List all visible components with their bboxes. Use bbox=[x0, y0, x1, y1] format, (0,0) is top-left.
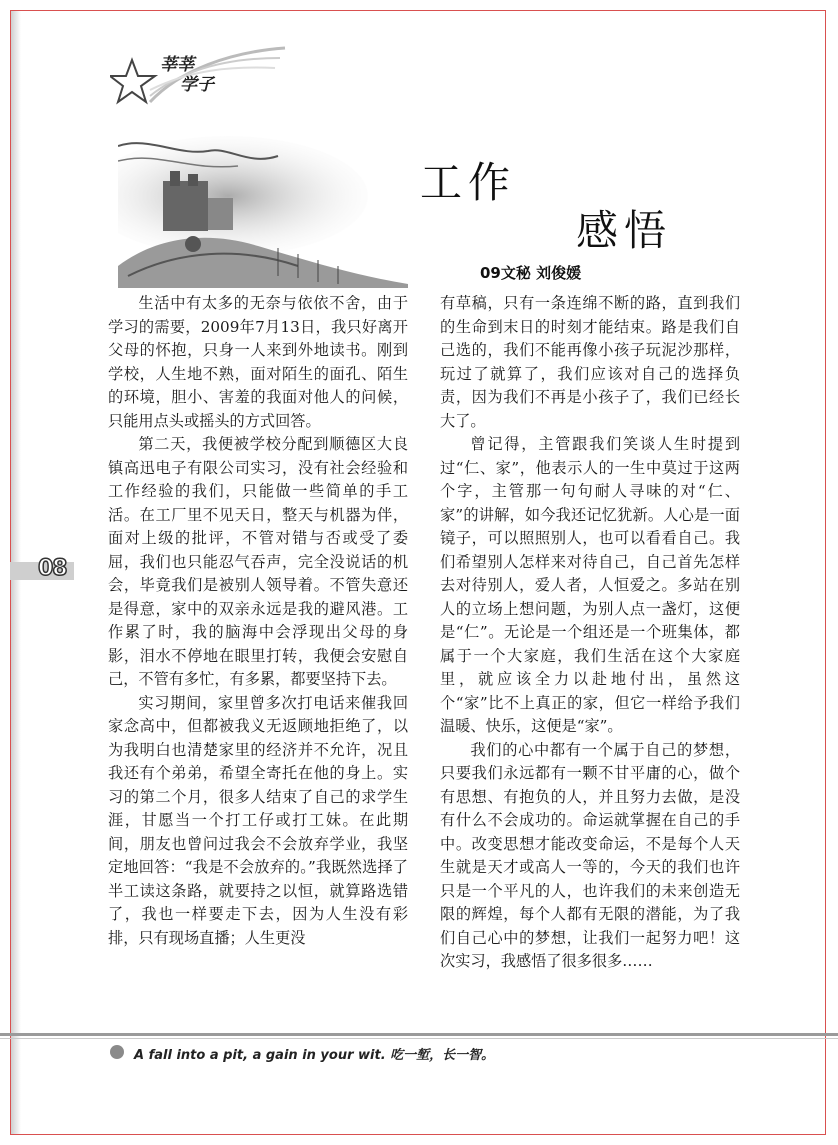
body-column-left bbox=[108, 292, 408, 950]
footer-proverb: A fall into a pit, a gain in your wit. 吃一堑，长一智。 bbox=[134, 1048, 495, 1063]
paragraph: 有草稿，只有一条连绵不断的路，直到我们的生命到末日的时刻才能结束。路是我们自己选的，我们不能再像小孩子玩泥沙那样，玩过了就算了，我们应该对自己的选择负责，因为我们不再是小孩子了，我们已经长大了。 bbox=[440, 294, 740, 430]
footer-rule bbox=[0, 1033, 838, 1036]
footer-rule-thin bbox=[0, 1038, 838, 1039]
author-byline: 09文秘 刘俊媛 bbox=[480, 264, 582, 282]
brand-line2: 学子 bbox=[180, 75, 214, 95]
paragraph: 实习期间，家里曾多次打电话来催我回家念高中，但都被我义无返顾地拒绝了，以为我明白也清楚家里的经济并不允许，况且我还有个弟弟，希望全寄托在他的身上。实习的第二个月，很多人结束了自己的求学生涯，甘愿当一个打工仔或打工妹。在此期间，朋友也曾问过我会不会放弃学业，我坚定地回答：“我是不会放弃的。”我既然选择了半工读这条路，就要持之以恒，就算路选错了，我也一样要走下去，因为人生没有彩排，只有现场直播；人生更没 bbox=[108, 693, 408, 947]
bullet-dot-icon bbox=[110, 1045, 124, 1059]
article-title-line1: 工作 bbox=[420, 158, 517, 207]
landscape-illustration bbox=[118, 126, 408, 288]
page-number: 08 bbox=[38, 556, 67, 581]
column-brand bbox=[160, 55, 214, 95]
paragraph: 第二天，我便被学校分配到顺德区大良镇高迅电子有限公司实习，没有社会经验和工作经验的我们，只能做一些简单的手工活。在工厂里不见天日，整天与机器为伴，面对上级的批评，不管对错与否或受了委屈，我们也只能忍气吞声，完全没说话的机会，毕竟我们是被别人领导着。不管失意还是得意，家中的双亲永远是我的避风港。工作累了时，我的脑海中会浮现出父母的身影，泪水不停地在眼里打转，我便会安慰自己，不管有多忙，有多累，都要坚持下去。 bbox=[108, 435, 408, 688]
brand-line1: 莘莘 bbox=[160, 55, 194, 75]
paragraph: 我们的心中都有一个属于自己的梦想，只要我们永远都有一颗不甘平庸的心，做个有思想、有抱负的人，并且努力去做，是没有什么不会成功的。命运就掌握在自己的手中。改变思想才能改变命运，不是每个人天生就是天才或高人一等的，今天的我们也许只是一个平凡的人，也许我们的未来创造无限的辉煌，每个人都有无限的潜能，为了我们自己心中的梦想，让我们一起努力吧！这次实习，我感悟了很多很多…… bbox=[440, 740, 740, 970]
paragraph: 生活中有太多的无奈与依依不舍，由于学习的需要，2009年7月13日，我只好离开父母的怀抱，只身一人来到外地读书。刚到学校，人生地不熟，面对陌生的面孔、陌生的环境，胆小、害羞的我面对他人的问候，只能用点头或摇头的方式回答。 bbox=[108, 294, 408, 430]
body-column-right bbox=[440, 292, 740, 974]
article-title-line2: 感悟 bbox=[576, 206, 673, 255]
paragraph: 曾记得，主管跟我们笑谈人生时提到过“仁、家”，他表示人的一生中莫过于这两个字，主管那一句句耐人寻味的对“仁、家”的讲解，如今我还记忆犹新。人心是一面镜子，可以照照别人，也可以看看自己。我们希望别人怎样来对待自己，自己首先怎样去对待别人，爱人者，人恒爱之。多站在别人的立场上想问题，为别人点一盏灯，这便是“仁”。无论是一个组还是一个班集体，都属于一个大家庭，我们生活在这个大家庭里，就应该全力以赴地付出，虽然这个“家”比不上真正的家，但它一样给予我们温暖、快乐，这便是“家”。 bbox=[440, 435, 740, 735]
